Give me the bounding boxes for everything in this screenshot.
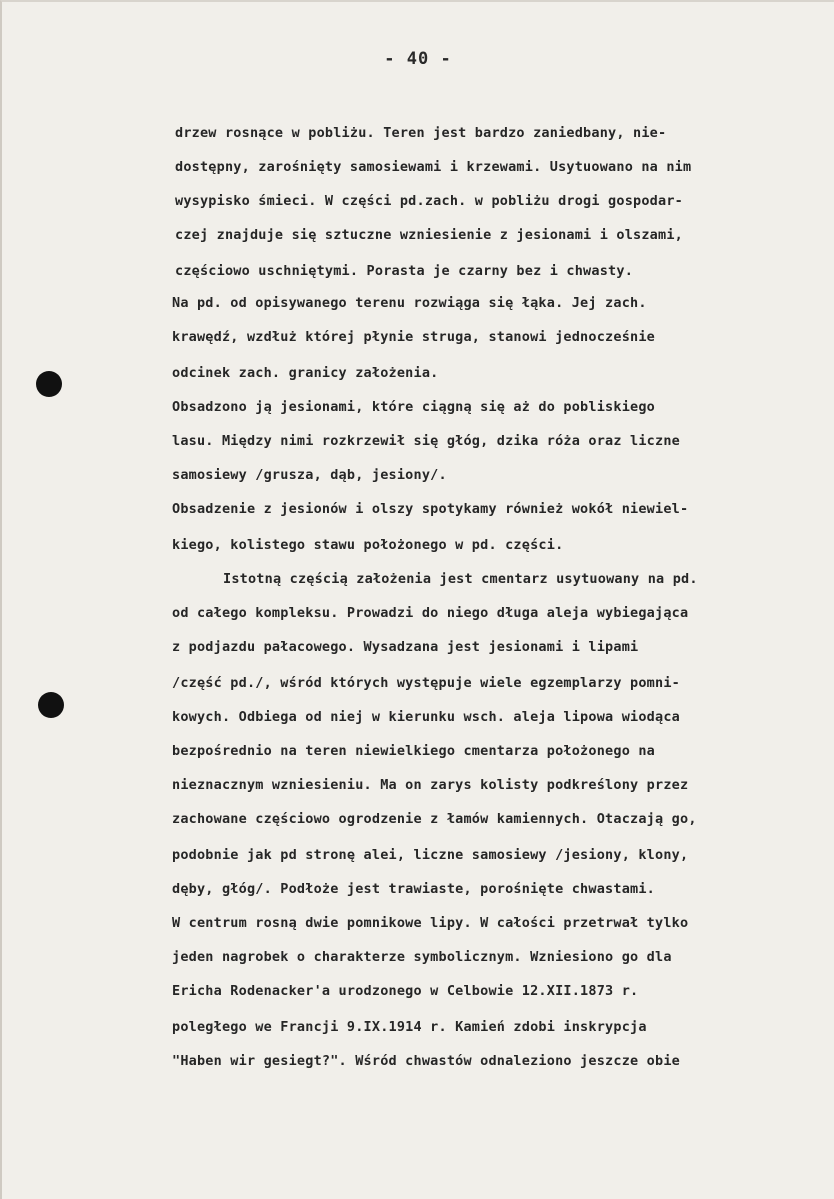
page-number: - 40 - bbox=[384, 49, 452, 69]
text-line: odcinek zach. granicy założenia. bbox=[172, 365, 439, 381]
text-line: lasu. Między nimi rozkrzewił się głóg, dzika róża oraz liczne bbox=[172, 433, 680, 449]
text-line: z podjazdu pałacowego. Wysadzana jest jesionami i lipami bbox=[172, 639, 639, 655]
punch-hole-lower bbox=[38, 692, 64, 718]
text-line: /część pd./, wśród których występuje wiele egzemplarzy pomni- bbox=[172, 675, 680, 691]
text-line: wysypisko śmieci. W części pd.zach. w pobliżu drogi gospodar- bbox=[175, 193, 683, 209]
text-line: dęby, głóg/. Podłoże jest trawiaste, porośnięte chwastami. bbox=[172, 881, 656, 897]
text-line: Ericha Rodenacker'a urodzonego w Celbowie 12.XII.1873 r. bbox=[172, 983, 639, 999]
text-line: kowych. Odbiega od niej w kierunku wsch. aleja lipowa wiodąca bbox=[172, 709, 680, 725]
text-line: dostępny, zarośnięty samosiewami i krzewami. Usytuowano na nim bbox=[175, 159, 692, 175]
text-line: częściowo uschniętymi. Porasta je czarny bez i chwasty. bbox=[175, 263, 634, 279]
text-line: krawędź, wzdłuż której płynie struga, stanowi jednocześnie bbox=[172, 329, 656, 345]
text-line: czej znajduje się sztuczne wzniesienie z jesionami i olszami, bbox=[175, 227, 683, 243]
text-line: W centrum rosną dwie pomnikowe lipy. W całości przetrwał tylko bbox=[172, 915, 689, 931]
text-line: bezpośrednio na teren niewielkiego cmentarza położonego na bbox=[172, 743, 656, 759]
text-line: nieznacznym wzniesieniu. Ma on zarys kolisty podkreślony przez bbox=[172, 777, 689, 793]
text-line: podobnie jak pd stronę alei, liczne samosiewy /jesiony, klony, bbox=[172, 847, 689, 863]
text-line: zachowane częściowo ogrodzenie z łamów kamiennych. Otaczają go, bbox=[172, 811, 697, 827]
text-line: poległego we Francji 9.IX.1914 r. Kamień zdobi inskrypcja bbox=[172, 1019, 647, 1035]
text-line: drzew rosnące w pobliżu. Teren jest bardzo zaniedbany, nie- bbox=[175, 125, 667, 141]
text-line: "Haben wir gesiegt?". Wśród chwastów odnaleziono jeszcze obie bbox=[172, 1053, 680, 1069]
text-line: od całego kompleksu. Prowadzi do niego długa aleja wybiegająca bbox=[172, 605, 689, 621]
text-line: kiego, kolistego stawu położonego w pd. części. bbox=[172, 537, 564, 553]
text-line: Istotną częścią założenia jest cmentarz usytuowany na pd. bbox=[223, 571, 698, 587]
text-line: Obsadzenie z jesionów i olszy spotykamy również wokół niewiel- bbox=[172, 501, 689, 517]
text-line: Na pd. od opisywanego terenu rozwiąga się łąka. Jej zach. bbox=[172, 295, 647, 311]
text-line: Obsadzono ją jesionami, które ciągną się aż do pobliskiego bbox=[172, 399, 656, 415]
text-line: jeden nagrobek o charakterze symbolicznym. Wzniesiono go dla bbox=[172, 949, 672, 965]
text-line: samosiewy /grusza, dąb, jesiony/. bbox=[172, 467, 447, 483]
punch-hole-upper bbox=[36, 371, 62, 397]
